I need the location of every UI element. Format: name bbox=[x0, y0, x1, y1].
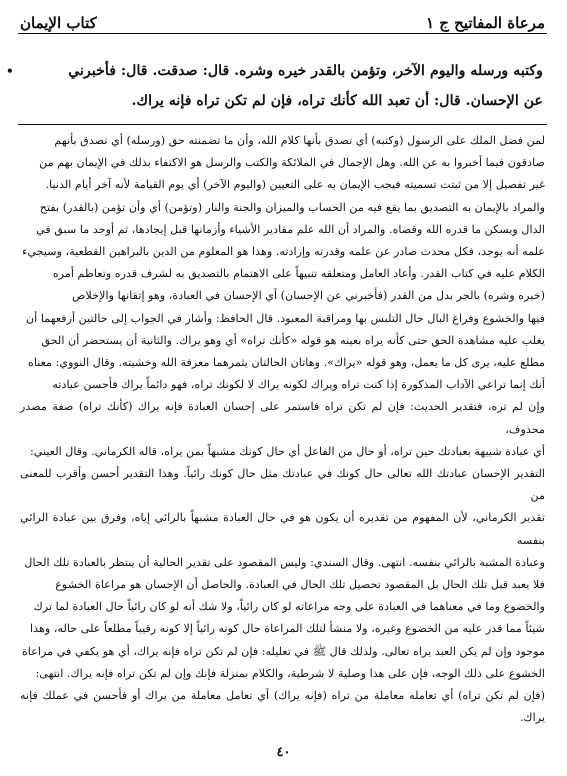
commentary-line: صادقون فيما أخبروا به عن الله. وهل الإجمال في الملائكة والكتب والرسل هو الاكتفاء بذلك في الإيمان بهم من bbox=[39, 156, 545, 170]
commentary-line: الدال ويسكن ما قدره الله وقضاه. والمراد أن الله علم مقادير الأشياء وأزمانها قبل إيجادها، ثم أوجد ما سبق في bbox=[36, 222, 545, 236]
commentary-line: موجود وإن لم يكن العبد يراه تعالى. ولذلك قال ﷺ في تعليله: فإن لم تكن تراه فإنه يراك، أي هو يكفي في مراعاة bbox=[21, 644, 545, 658]
page-number: ٤٠ bbox=[276, 745, 291, 760]
commentary-line: فلا يعبد قبل تلك الحال بل المقصود تحصيل تلك الحال في العبادة. والحاصل أن الإحسان هو مراعاة الخشوع bbox=[55, 578, 545, 592]
commentary-line: التقدير الإحسان عبادتك الله تعالى حال كونك في عبادتك مثل حال كونك رائياً. وهذا التقدير أحسن وأقرب للمعنى من bbox=[20, 467, 545, 503]
commentary-line: غير تفصيل إلا من ثبتت تسميته فيجب الإيمان به على التعيين (واليوم الآخر) أي يوم القيامة لأنه آخر أيام الدنيا. bbox=[45, 178, 545, 192]
hadith-text bbox=[30, 56, 543, 116]
commentary-line: مطلع عليه، يرى كل ما يعمل، وهو قوله «يراك». وهاتان الحالتان يثمرهما معرفة الله وخشيته. وقال النووي: معناه bbox=[28, 356, 545, 370]
commentary-line: الخشوع على ذلك الوجه، فإن على هذا وصلية لا شرطية، والكلام بمنزلة فإنك وإن لم تكن تراه فإنه يراك. انتهى: bbox=[35, 666, 545, 680]
commentary-line: تقدير الكرماني، لأن المفهوم من تقديره أن يكون هو في حال العبادة مشبهاً بالرائي إياه، وفرق بين عبادة الرائي بنفسه bbox=[20, 511, 545, 547]
commentary-line: (فإن لم تكن تراه) أي تعامله معاملة من تراه (فإنه يراك) أي تعامل معاملة من يراك أو فأحسن في عملك فإنه يراك. bbox=[20, 689, 545, 725]
separator-rule bbox=[18, 124, 547, 125]
hadith-line: وكتبه ورسله واليوم الآخر، وتؤمن بالقدر خيره وشره. قال: صدقت. قال: فأخبرني bbox=[68, 63, 543, 79]
commentary-line: لمن فضل الملك على الرسول (وكتبه) أي تصدق بأنها كلام الله، وأن ما تضمنته حق (ورسله) أي تصدق بأنهم bbox=[54, 134, 545, 147]
commentary-line: أنك إنما تراعي الآداب المذكورة إذا كنت تراه ويراك لكونه يراك لا لكونك تراه، فهو دائماً يراك فأحسن عبادته bbox=[52, 378, 545, 392]
commentary-line: يغلب عليه مشاهدة الحق حتى كأنه يراه بعينه هو قوله «كأنك تراه» أي وهو يراك. والثانية أن يستحضر أن الحق bbox=[41, 333, 545, 347]
commentary-line: الكلام عليه في كتاب القدر. وأعاد العامل ومتعلقه تنبيهاً على الاهتمام بالتصديق به لشرف قدره وتعاظم أمره bbox=[52, 267, 545, 281]
commentary-line: وإن لم تره، فتقدير الحديث: فإن لم تكن تراه فاستمر على إحسان العبادة فإنه يراك (كأنك تراه) صفة مصدر محذوف، bbox=[20, 400, 545, 436]
commentary-line: والخضوع وما في معناهما في العبادة على وجه مراعاته لو كان رائياً، ولا شك أنه لو كان رائياً حال العبادة لما ترك bbox=[33, 600, 545, 614]
volume-label: مرعاة المفاتيح ج ١ bbox=[425, 14, 545, 32]
commentary-line: أي عبادة شبيهة بعبادتك حين تراه، أو حال من الفاعل أي حال كونك مشبهاً بمن يراه، قاله الكرماني. وقال العيني: bbox=[29, 444, 545, 458]
page-header bbox=[20, 8, 545, 32]
header-rule bbox=[18, 33, 547, 34]
book-title: كتاب الإيمان bbox=[20, 14, 97, 32]
commentary-text bbox=[20, 130, 545, 729]
commentary-line: والمراد بالإيمان به التصديق بما يقع فيه من الحساب والميزان والجنة والنار (وتؤمن) أي وأن تؤمن (بالقدر) بفتح bbox=[39, 200, 545, 214]
commentary-line: علمه أنه يوجد، فكل محدث صادر عن علمه وقدرته وإرادته. وهذا هو المعلوم من الدين بالبراهين القطعية، وسيجيء bbox=[22, 245, 545, 259]
hadith-line: عن الإحسان. قال: أن تعبد الله كأنك تراه، فإن لم تكن تراه فإنه يراك. bbox=[131, 93, 543, 109]
commentary-line: (خيره وشره) بالجر بدل من القدر (فأخبرني عن الإحسان) أي الإحسان في العبادة، وهو إتقانها والإخلاص bbox=[72, 289, 545, 303]
commentary-line: وعبادة المشبه بالرائي بنفسه. انتهى. وقال السندي: وليس المقصود على تقدير الحالية أن ينتظر بالعبادة تلك الحال bbox=[24, 555, 545, 569]
margin-mark: • bbox=[6, 64, 14, 78]
commentary-line: شيئاً مما قدر عليه من الخضوع وغيره، ولا منشأ لتلك المراعاة حال كونه رائياً إلا كونه رقيباً مطلعاً على حاله، وهذا bbox=[30, 622, 545, 636]
commentary-line: فيها والخشوع وفراغ البال حال التلبس بها ومراقبة المعبود. قال الحافظ: وأشار في الجواب إلى حالتين أرفعهما أن bbox=[25, 311, 545, 325]
